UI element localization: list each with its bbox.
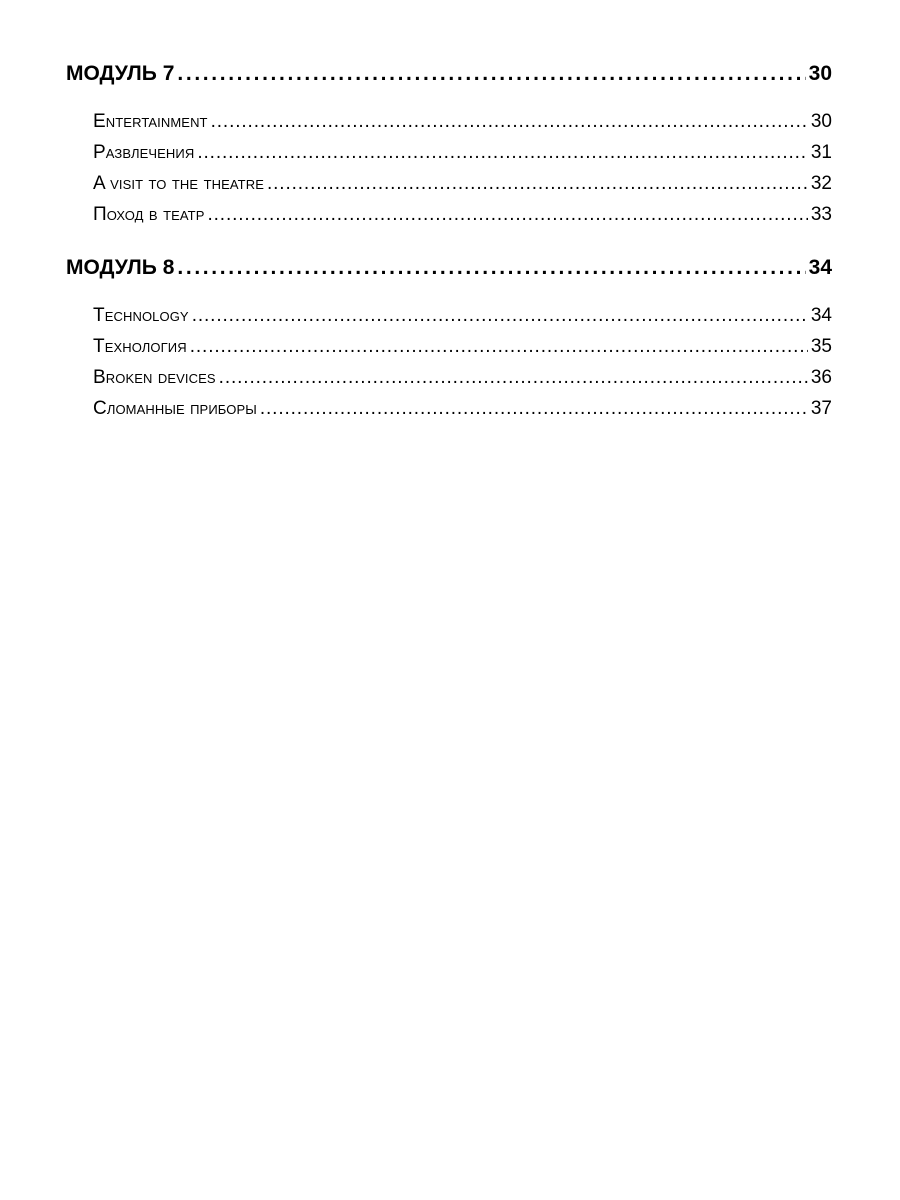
toc-item-title: Технология <box>93 336 187 357</box>
dot-leader <box>192 306 808 325</box>
toc-item-slomannye-pribory[interactable] <box>93 387 832 418</box>
toc-page-number: 35 <box>810 336 832 357</box>
toc-item-tekhnologiya[interactable] <box>93 325 832 356</box>
toc-page-number: 34 <box>808 256 832 279</box>
dot-leader <box>260 399 808 418</box>
toc-item-visit-to-theatre[interactable] <box>93 162 832 193</box>
toc-item-title: Entertainment <box>93 111 208 132</box>
toc-module-title: МОДУЛЬ 8 <box>66 256 175 279</box>
toc-item-title: Поход в театр <box>93 204 205 225</box>
toc-page-number: 34 <box>810 305 832 326</box>
toc-page-number: 31 <box>810 142 832 163</box>
toc-item-title: A visit to the theatre <box>93 173 264 194</box>
toc-page-number: 33 <box>810 204 832 225</box>
toc-page-number: 36 <box>810 367 832 388</box>
toc-page-number: 37 <box>810 398 832 419</box>
toc-item-technology[interactable] <box>93 294 832 325</box>
toc-item-pokhod-v-teatr[interactable] <box>93 193 832 224</box>
toc-page-number: 32 <box>810 173 832 194</box>
dot-leader <box>190 337 808 356</box>
toc-page-number: 30 <box>810 111 832 132</box>
toc-module-7[interactable] <box>66 52 832 84</box>
dot-leader <box>211 112 808 131</box>
toc-item-title: Technology <box>93 305 189 326</box>
toc-item-title: Broken devices <box>93 367 216 388</box>
toc-item-title: Сломанные приборы <box>93 398 257 419</box>
toc-module-title: МОДУЛЬ 7 <box>66 62 175 85</box>
dot-leader <box>197 143 808 162</box>
toc-item-broken-devices[interactable] <box>93 356 832 387</box>
dot-leader <box>177 63 805 84</box>
toc-item-razvlecheniya[interactable] <box>93 131 832 162</box>
toc-item-entertainment[interactable] <box>93 100 832 131</box>
dot-leader <box>219 368 808 387</box>
toc-item-title: Развлечения <box>93 142 195 163</box>
toc-page-number: 30 <box>808 62 832 85</box>
dot-leader <box>177 257 805 278</box>
table-of-contents <box>66 52 832 418</box>
toc-module-8[interactable] <box>66 246 832 278</box>
dot-leader <box>267 174 808 193</box>
dot-leader <box>207 205 807 224</box>
